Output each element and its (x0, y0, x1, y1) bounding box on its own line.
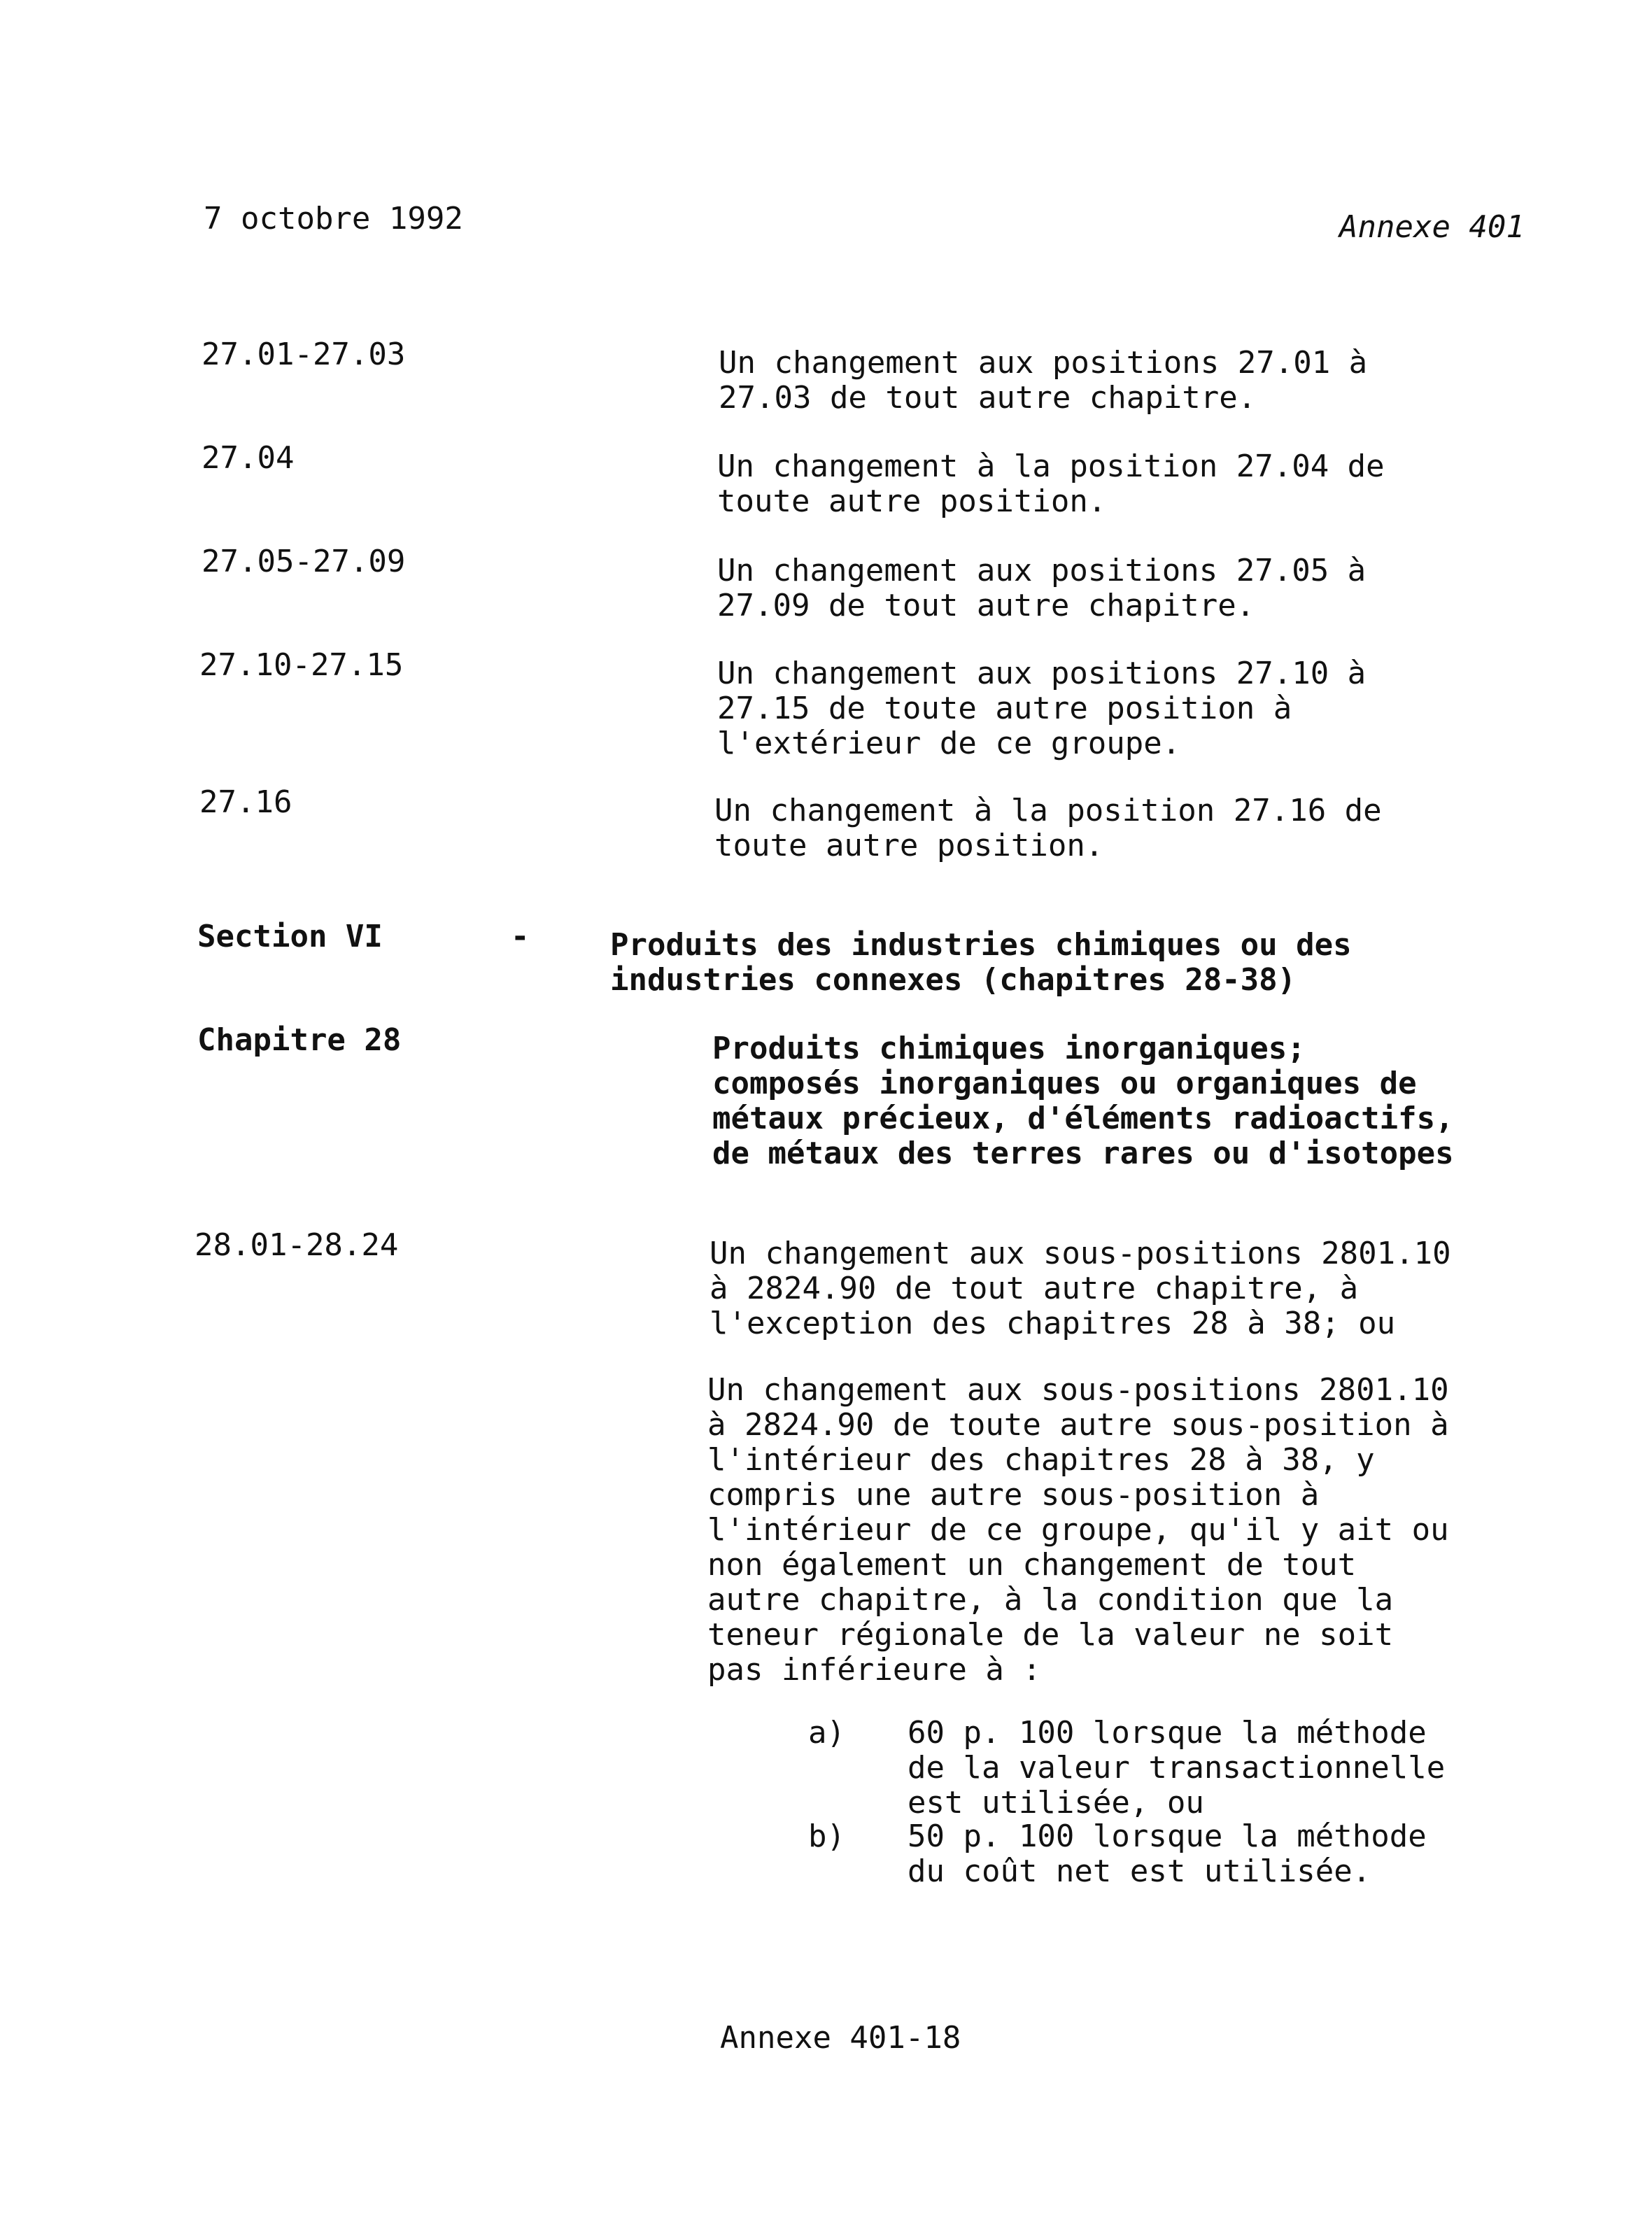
section-dash: - (511, 919, 530, 954)
item-text-a: 60 p. 100 lorsque la méthode de la valeur transactionnelle est utilisée, ou (908, 1715, 1446, 1821)
rule-28-paragraph-2: Un changement aux sous-positions 2801.10 à 2824.90 de toute autre sous-position à l'intérieur des chapitres 28 à 38, y compris une autre sous-position à l'intérieur de ce groupe, qu'il y ait ou non également un changement de tout autre chapitre, à la condition que la teneur régionale de la valeur ne soit pas inférieure à : (707, 1372, 1449, 1688)
section-label: Section VI (197, 919, 383, 954)
footer-page-label: Annexe 401-18 (720, 2020, 961, 2056)
header-date: 7 octobre 1992 (204, 201, 463, 236)
item-marker-b: b) (808, 1818, 845, 1854)
rule-text-27-01: Un changement aux positions 27.01 à 27.03 de tout autre chapitre. (719, 345, 1368, 416)
rule-code-27-05: 27.05-27.09 (202, 544, 406, 579)
rule-code-27-10: 27.10-27.15 (199, 647, 404, 683)
item-marker-a: a) (808, 1715, 845, 1751)
rule-text-27-04: Un changement à la position 27.04 de toute autre position. (717, 448, 1385, 519)
chapter-label: Chapitre 28 (197, 1022, 402, 1058)
rule-text-27-05: Un changement aux positions 27.05 à 27.09 de tout autre chapitre. (717, 553, 1367, 623)
rule-code-27-01: 27.01-27.03 (202, 337, 406, 372)
header-annex: Annexe 401 (1339, 209, 1525, 245)
section-title: Produits des industries chimiques ou des industries connexes (chapitres 28-38) (610, 927, 1352, 998)
rule-text-27-10: Un changement aux positions 27.10 à 27.15 de toute autre position à l'extérieur de ce groupe. (717, 656, 1367, 761)
rule-28-paragraph-1: Un changement aux sous-positions 2801.10 à 2824.90 de tout autre chapitre, à l'exception des chapitres 28 à 38; ou (709, 1236, 1451, 1341)
rule-code-28-01: 28.01-28.24 (195, 1227, 399, 1263)
rule-text-27-16: Un changement à la position 27.16 de toute autre position. (714, 793, 1382, 863)
item-text-b: 50 p. 100 lorsque la méthode du coût net est utilisée. (908, 1818, 1427, 1889)
rule-code-27-04: 27.04 (202, 440, 295, 476)
rule-code-27-16: 27.16 (199, 784, 292, 820)
chapter-title: Produits chimiques inorganiques; composés inorganiques ou organiques de métaux précieux, d'éléments radioactifs, de métaux des terres rares ou d'isotopes (712, 1031, 1454, 1171)
